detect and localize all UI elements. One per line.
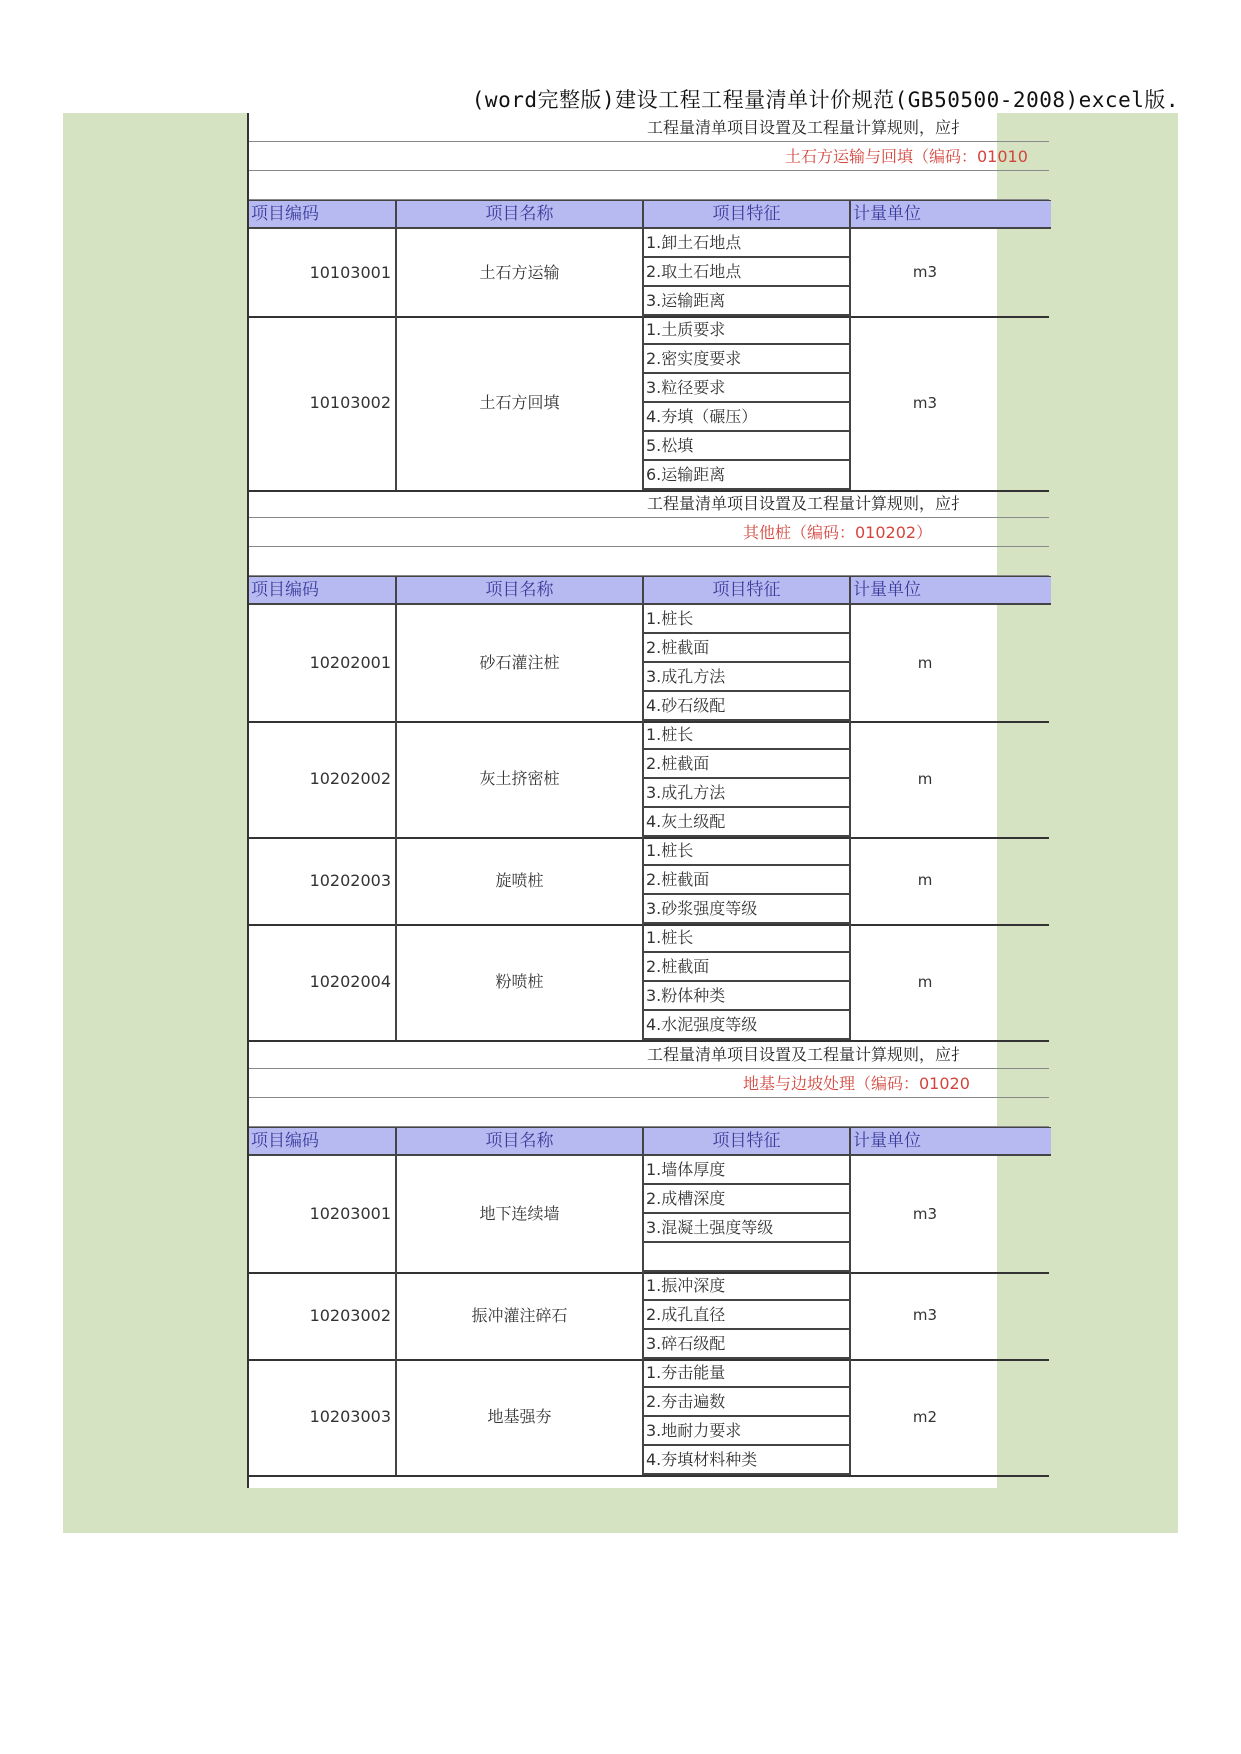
item-name: 地基强夯 [397,1359,644,1475]
blank-row [249,1098,1049,1127]
rule-line [249,1040,1049,1069]
item-feature [644,1243,851,1272]
section-title [249,1069,1049,1098]
header-code: 项目编码 [249,1127,397,1156]
item-unit: m [917,770,933,788]
item-feature: 1.桩长 [644,721,851,750]
item-feature: 1.土质要求 [644,316,851,345]
item-unit: m [917,654,933,672]
header-code: 项目编码 [249,200,397,229]
item-code: 10202003 [249,837,397,924]
item-feature: 2.取土石地点 [644,258,851,287]
item-feature: 3.粒径要求 [644,374,851,403]
item-feature: 3.成孔方法 [644,663,851,692]
blank-row [249,547,1049,576]
header-feature: 项目特征 [644,1127,851,1156]
item-feature: 1.振冲深度 [644,1272,851,1301]
item-feature: 2.密实度要求 [644,345,851,374]
blank-row [249,171,1049,200]
item-unit: m3 [912,263,938,281]
item-code: 10203003 [249,1359,397,1475]
item-feature: 1.桩长 [644,605,851,634]
item-feature: 1.桩长 [644,837,851,866]
header-code: 项目编码 [249,576,397,605]
header-feature: 项目特征 [644,576,851,605]
item-name: 砂石灌注桩 [397,605,644,721]
rule-line [249,489,1049,518]
item-name: 粉喷桩 [397,924,644,1040]
item-feature: 4.灰土级配 [644,808,851,837]
header-name: 项目名称 [397,200,644,229]
item-feature: 3.成孔方法 [644,779,851,808]
section-title [249,142,1049,171]
item-unit: m3 [912,394,938,412]
item-code: 10202002 [249,721,397,837]
item-code: 10103001 [249,229,397,316]
item-code: 10202004 [249,924,397,1040]
item-feature: 1.夯击能量 [644,1359,851,1388]
section-title-text: 其他桩（编码：010202） [743,523,933,542]
item-feature: 3.砂浆强度等级 [644,895,851,924]
rule-line-text: 工程量清单项目设置及工程量计算规则，应扌 [647,1045,968,1064]
item-name: 土石方运输 [397,229,644,316]
item-feature: 3.粉体种类 [644,982,851,1011]
header-unit: 计量单位 [851,200,1051,229]
header-name: 项目名称 [397,576,644,605]
item-feature: 2.桩截面 [644,866,851,895]
item-feature: 2.夯击遍数 [644,1388,851,1417]
item-code: 10202001 [249,605,397,721]
item-feature: 4.夯填（碾压） [644,403,851,432]
section-title-text: 土石方运输与回填（编码：01010 [785,147,1028,166]
item-feature: 1.桩长 [644,924,851,953]
item-unit: m [917,973,933,991]
item-feature: 2.桩截面 [644,750,851,779]
item-code: 10103002 [249,316,397,490]
document-title: (word完整版)建设工程工程量清单计价规范(GB50500-2008)excel版. [471,88,1179,112]
header-name: 项目名称 [397,1127,644,1156]
item-feature: 3.地耐力要求 [644,1417,851,1446]
spreadsheet [247,113,1028,1488]
item-feature: 3.运输距离 [644,287,851,316]
item-feature: 1.卸土石地点 [644,229,851,258]
header-unit: 计量单位 [851,576,1051,605]
rule-line-text: 工程量清单项目设置及工程量计算规则，应扌 [647,118,968,137]
item-unit: m3 [912,1306,938,1324]
item-feature: 6.运输距离 [644,461,851,490]
item-unit: m2 [912,1408,938,1426]
item-feature: 4.夯填材料种类 [644,1446,851,1475]
item-feature: 5.松填 [644,432,851,461]
item-feature: 1.墙体厚度 [644,1156,851,1185]
item-feature: 2.成槽深度 [644,1185,851,1214]
item-code: 10203002 [249,1272,397,1359]
item-feature: 3.碎石级配 [644,1330,851,1359]
item-name: 振冲灌注碎石 [397,1272,644,1359]
header-feature: 项目特征 [644,200,851,229]
header-unit: 计量单位 [851,1127,1051,1156]
rule-line [249,113,1049,142]
item-name: 土石方回填 [397,316,644,490]
item-feature: 2.桩截面 [644,953,851,982]
section-title-text: 地基与边坡处理（编码：01020 [743,1074,970,1093]
item-name: 地下连续墙 [397,1156,644,1272]
section-title [249,518,1049,547]
item-feature: 4.砂石级配 [644,692,851,721]
item-unit: m [917,871,933,889]
item-code: 10203001 [249,1156,397,1272]
item-name: 灰土挤密桩 [397,721,644,837]
item-feature: 3.混凝土强度等级 [644,1214,851,1243]
item-name: 旋喷桩 [397,837,644,924]
item-feature: 4.水泥强度等级 [644,1011,851,1040]
item-feature: 2.桩截面 [644,634,851,663]
item-unit: m3 [912,1205,938,1223]
rule-line-text: 工程量清单项目设置及工程量计算规则，应扌 [647,494,968,513]
item-feature: 2.成孔直径 [644,1301,851,1330]
